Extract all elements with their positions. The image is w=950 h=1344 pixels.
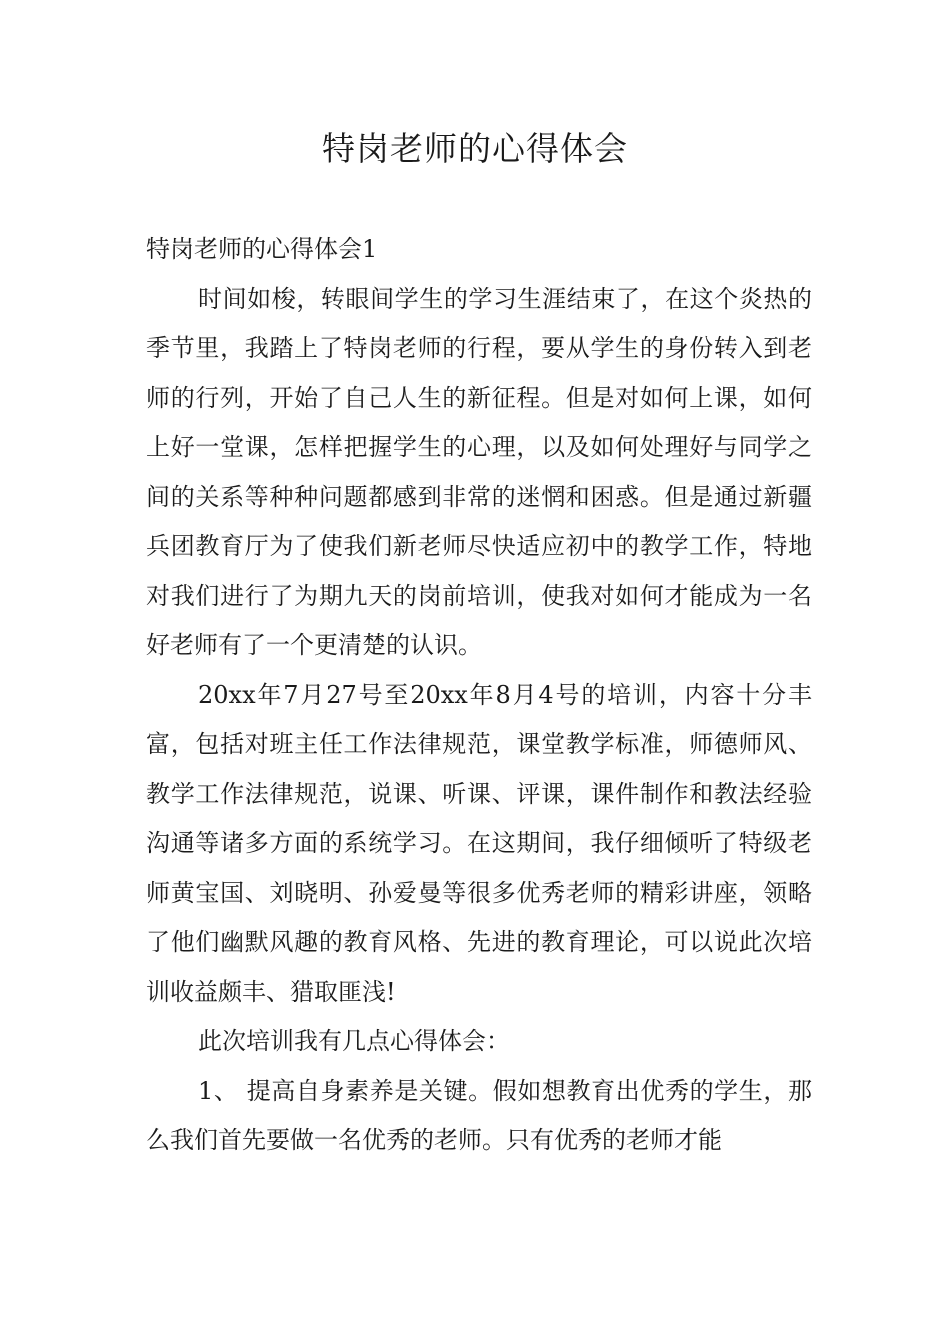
paragraph-point-one: 1、 提高自身素养是关键。假如想教育出优秀的学生，那么我们首先要做一名优秀的老师。只有优秀的老师才能 bbox=[146, 1076, 812, 1154]
document-body bbox=[146, 225, 812, 1166]
paragraph-training-content: 20xx年7月27号至20xx年8月4号的培训，内容十分丰富，包括对班主任工作法律规范，课堂教学标准，师德师风、教学工作法律规范，说课、听课、评课，课件制作和教法经验沟通等诸多方面的系统学习。在这期间，我仔细倾听了特级老师黄宝国、刘晓明、孙爱曼等很多优秀老师的精彩讲座，领略了他们幽默风趣的教育风格、先进的教育理论，可以说此次培训收益颇丰、猎取匪浅! bbox=[146, 680, 812, 1006]
paragraph-intro: 时间如梭，转眼间学生的学习生涯结束了，在这个炎热的季节里，我踏上了特岗老师的行程，要从学生的身份转入到老师的行列，开始了自己人生的新征程。但是对如何上课，如何上好一堂课，怎样把握学生的心理，以及如何处理好与同学之间的关系等种种问题都感到非常的迷惘和困惑。但是通过新疆兵团教育厅为了使我们新老师尽快适应初中的教学工作，特地对我们进行了为期九天的岗前培训，使我对如何才能成为一名好老师有了一个更清楚的认识。 bbox=[146, 284, 812, 659]
document-title: 特岗老师的心得体会 bbox=[322, 129, 628, 168]
section-heading: 特岗老师的心得体会1 bbox=[146, 235, 378, 263]
paragraph-experience-lead: 此次培训我有几点心得体会： bbox=[198, 1027, 510, 1055]
